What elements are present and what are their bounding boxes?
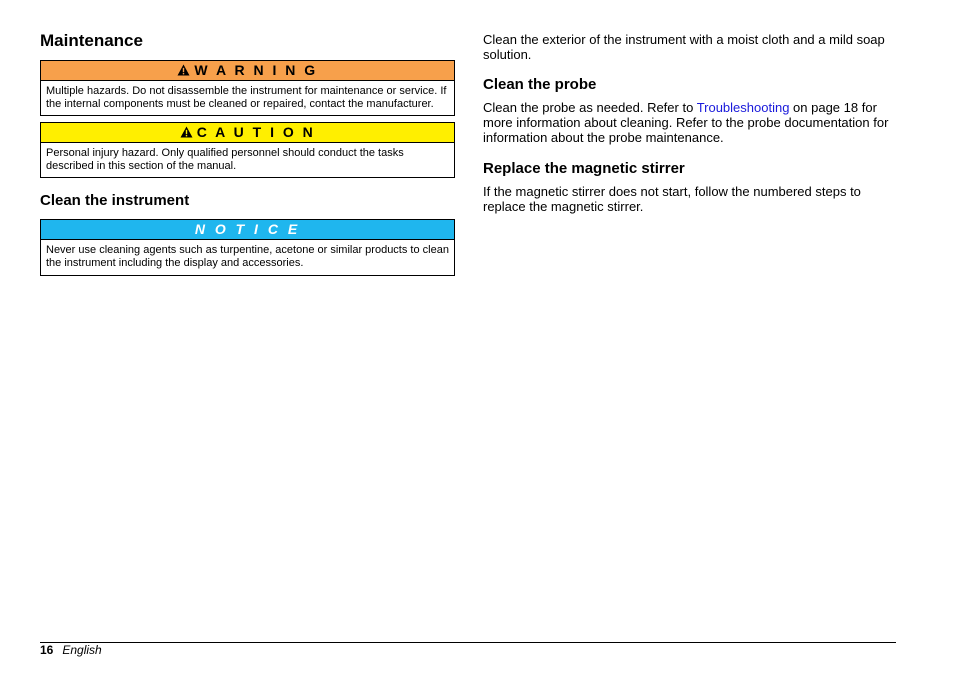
clean-exterior-text: Clean the exterior of the instrument with a moist cloth and a mild soap solution. bbox=[483, 32, 885, 62]
clean-probe-text bbox=[483, 100, 895, 145]
caution-label: C A U T I O N bbox=[196, 124, 316, 140]
warning-text: Multiple hazards. Do not disassemble the instrument for maintenance or service. If the internal components must be cleaned or repaired, contact the manufacturer. bbox=[46, 85, 447, 110]
notice-text: Never use cleaning agents such as turpentine, acetone or similar products to clean the instrument including the display and accessories. bbox=[46, 244, 449, 269]
notice-header: N O T I C E bbox=[41, 220, 454, 240]
replace-stirrer-heading: Replace the magnetic stirrer bbox=[483, 160, 685, 177]
warning-triangle-icon bbox=[177, 64, 190, 76]
clean-probe-heading: Clean the probe bbox=[483, 76, 597, 93]
clean-probe-text-after: on page 18 for more information about cleaning. Refer to the probe documentation for information about the probe maintenance. bbox=[483, 100, 889, 145]
caution-text: Personal injury hazard. Only qualified personnel should conduct the tasks described in this section of the manual. bbox=[46, 147, 404, 172]
footer-divider bbox=[40, 642, 896, 643]
warning-label: W A R N I N G bbox=[194, 62, 318, 78]
page-footer bbox=[40, 643, 102, 657]
caution-box bbox=[40, 122, 455, 178]
section-title: Maintenance bbox=[40, 31, 143, 50]
caution-triangle-icon bbox=[180, 126, 193, 138]
left-column bbox=[40, 31, 455, 282]
warning-box bbox=[40, 60, 455, 116]
clean-instrument-heading: Clean the instrument bbox=[40, 192, 190, 209]
caution-header bbox=[41, 123, 454, 143]
footer-language: English bbox=[62, 643, 102, 657]
notice-box bbox=[40, 219, 455, 276]
page-number: 16 bbox=[40, 643, 54, 657]
warning-header bbox=[41, 61, 454, 81]
right-column bbox=[483, 32, 895, 214]
troubleshooting-link[interactable]: Troubleshooting bbox=[696, 100, 790, 115]
clean-probe-text-before: Clean the probe as needed. Refer to bbox=[483, 100, 697, 115]
replace-stirrer-text: If the magnetic stirrer does not start, follow the numbered steps to replace the magnetic stirrer. bbox=[483, 184, 861, 214]
